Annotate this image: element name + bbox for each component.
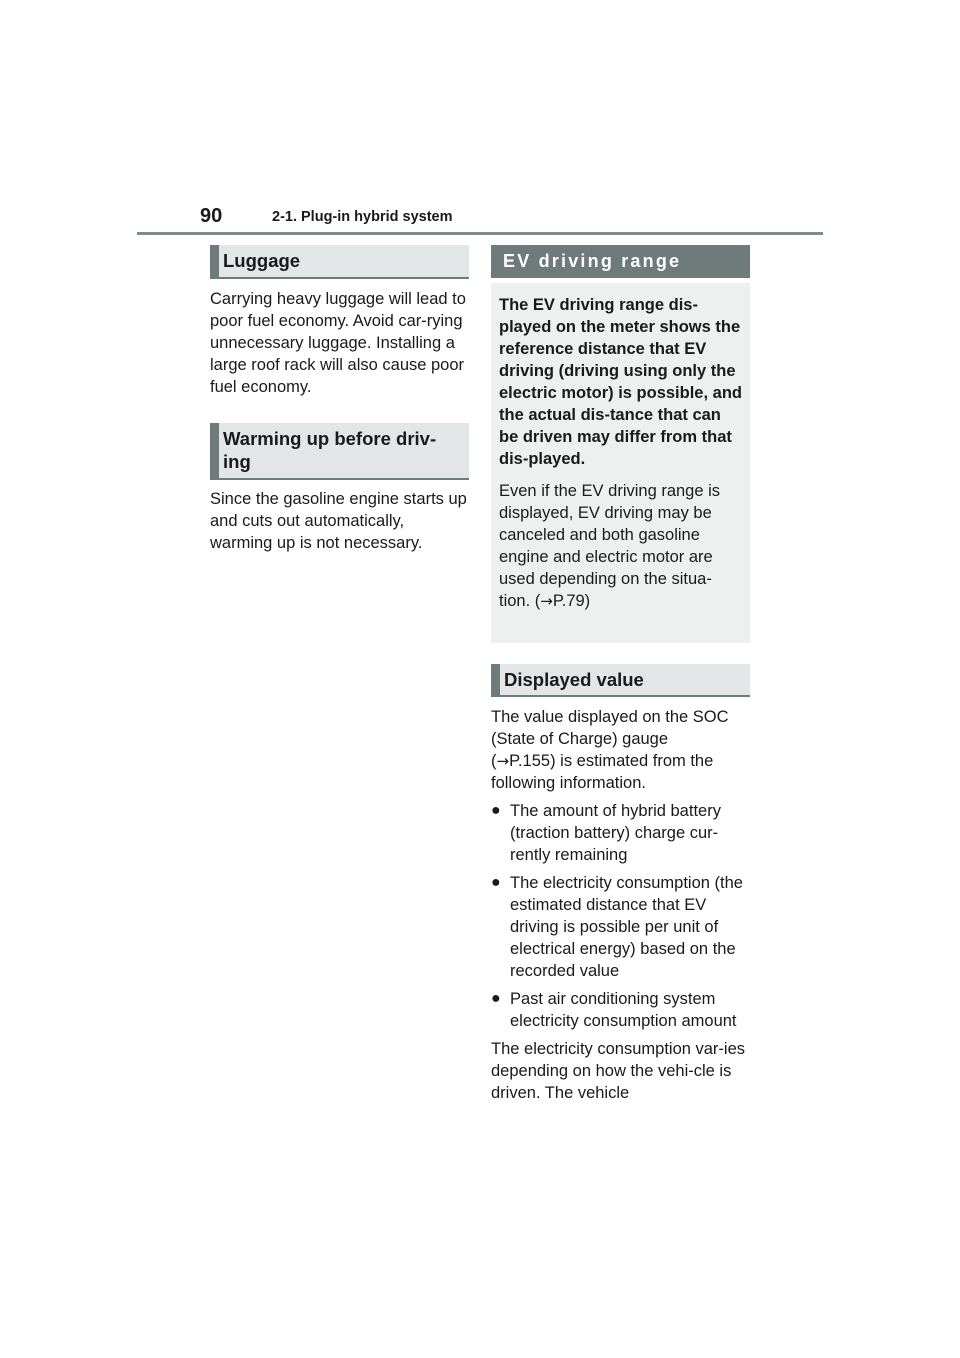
- bullet-icon: ●: [491, 802, 501, 819]
- list-item-text: The electricity consumption (the estimated distance that EV driving is possible per unit of electrical energy) based on the recorded value: [510, 874, 743, 980]
- luggage-text: Carrying heavy luggage will lead to poor fuel economy. Avoid car-rying unnecessary luggage. Installing a large roof rack will also cause poor fuel economy.: [210, 290, 466, 396]
- right-column: [491, 245, 750, 1104]
- list-item: [491, 988, 750, 1032]
- bullet-icon: ●: [491, 874, 501, 891]
- header-rule: [137, 232, 823, 235]
- luggage-heading: Luggage: [210, 245, 469, 279]
- ev-range-bold-text: The EV driving range dis-played on the meter shows the reference distance that EV driving (driving using only the electric motor) is possible, and the actual dis-tance that can be driven may differ from that dis-played.: [499, 296, 742, 468]
- displayed-intro-part1: The value displayed on the SOC (State of Charge) gauge: [491, 708, 729, 748]
- arrow-icon: →: [540, 592, 553, 610]
- left-column: [210, 245, 469, 554]
- closing-text: The electricity consumption var-ies depending on how the vehi-cle is driven. The vehicle: [491, 1040, 746, 1102]
- ev-range-note-box: [491, 283, 750, 643]
- ev-range-text-body: Even if the EV driving range is displayed, EV driving may be canceled and both gasoline engine and electric motor are used depending on the situa-tion. (: [499, 482, 721, 610]
- ev-range-text: [499, 480, 742, 612]
- ev-range-page-ref: P.79): [552, 592, 591, 610]
- displayed-intro-part2: P.155) is estimated from the following information.: [491, 752, 714, 792]
- warming-text: Since the gasoline engine starts up and cuts out automatically, warming up is not necessary.: [210, 490, 467, 552]
- list-item: [491, 872, 750, 982]
- page-number: 90: [200, 205, 223, 227]
- displayed-intro-paren: (: [491, 752, 497, 770]
- bullet-icon: ●: [491, 990, 501, 1007]
- list-item-text: Past air conditioning system electricity consumption amount: [510, 990, 737, 1030]
- list-item: [491, 800, 750, 866]
- arrow-icon: →: [496, 752, 510, 770]
- ev-range-heading: EV driving range: [491, 245, 750, 278]
- displayed-value-heading: Displayed value: [491, 664, 750, 697]
- list-item-text: The amount of hybrid battery (traction battery) charge cur-rently remaining: [510, 802, 721, 864]
- section-title: 2-1. Plug-in hybrid system: [272, 209, 453, 225]
- displayed-value-intro: [491, 706, 750, 794]
- warming-heading: Warming up before driv-ing: [210, 423, 469, 480]
